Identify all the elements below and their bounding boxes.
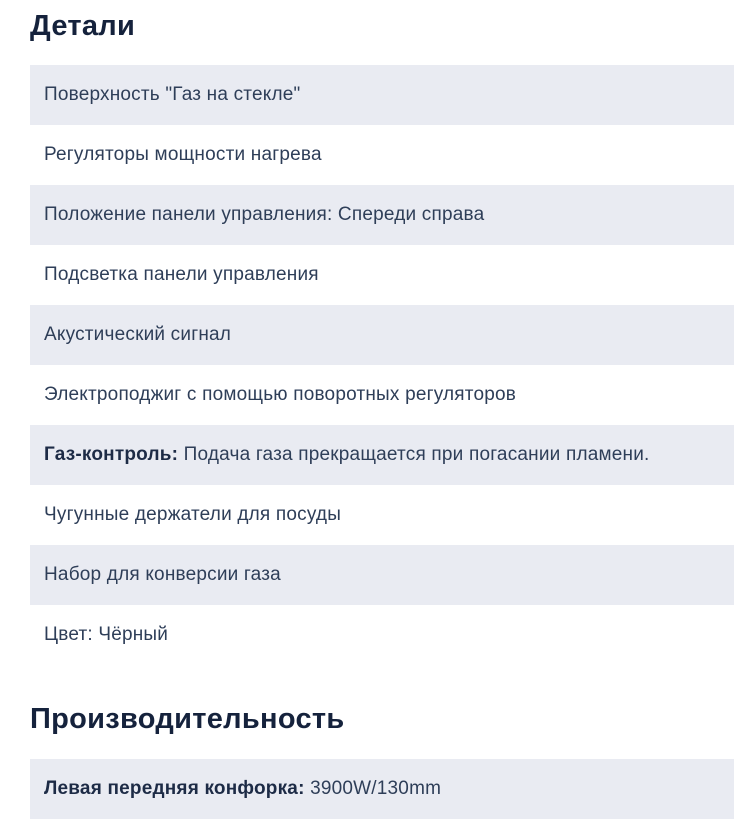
- spec-row: [30, 605, 734, 665]
- spec-value: Положение панели управления: Спереди справа: [44, 203, 485, 225]
- performance-section-title: Производительность: [30, 702, 345, 735]
- details-section-title: Детали: [30, 10, 136, 42]
- spec-value: Цвет: Чёрный: [44, 623, 169, 645]
- spec-value: Электроподжиг с помощью поворотных регуляторов: [44, 383, 517, 405]
- spec-value: Поверхность "Газ на стекле": [44, 83, 301, 105]
- spec-value: Регуляторы мощности нагрева: [44, 143, 322, 165]
- spec-label: Левая передняя конфорка:: [44, 778, 305, 800]
- details-section: [0, 8, 734, 665]
- spec-row: [30, 485, 734, 545]
- spec-row: [30, 245, 734, 305]
- spec-value: Подача газа прекращается при погасании пламени.: [183, 443, 650, 465]
- spec-row: [30, 305, 734, 365]
- spec-value: 3900W/130mm: [310, 778, 442, 800]
- spec-value: Акустический сигнал: [44, 323, 232, 345]
- spec-label: Газ-контроль:: [44, 443, 179, 465]
- spec-row: [30, 185, 734, 245]
- spec-row: [30, 65, 734, 125]
- performance-section: [0, 701, 734, 820]
- spec-row: [30, 125, 734, 185]
- performance-rows: [0, 759, 734, 819]
- spec-value: Подсветка панели управления: [44, 263, 319, 285]
- spec-value: Чугунные держатели для посуды: [44, 503, 342, 525]
- spec-row: [30, 545, 734, 605]
- spec-row: [30, 759, 734, 819]
- spec-row: [30, 425, 734, 485]
- spec-row: [30, 365, 734, 425]
- spec-value: Набор для конверсии газа: [44, 563, 281, 585]
- details-rows: [0, 65, 734, 665]
